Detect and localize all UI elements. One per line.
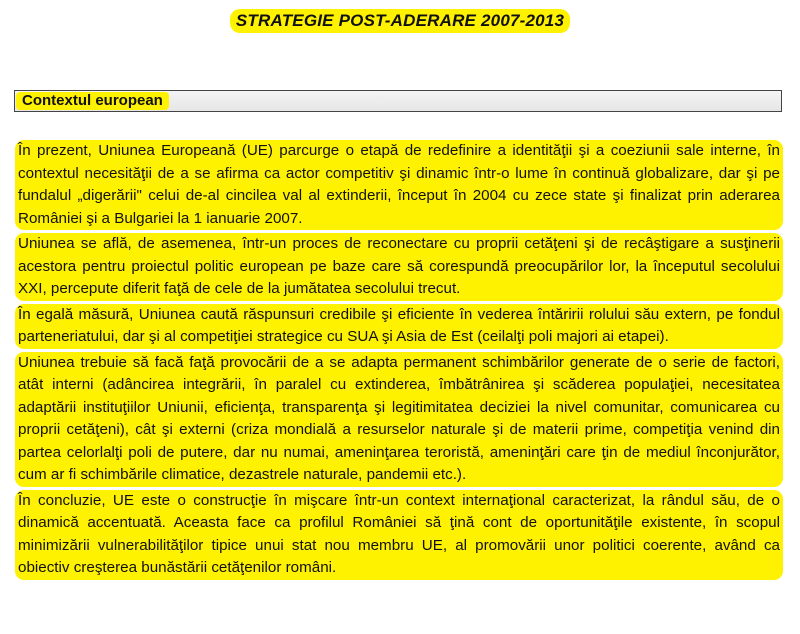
paragraph-5: În concluzie, UE este o construcţie în mişcare într-un context internaţional caracterizat, la rândul său, de o dinamică accentuată. Aceasta face ca profilul României să ţină cont de oportunităţile existente, în scopul minimizării vulnerabilităţilor tipice unui stat nou membru UE, al promovării unor politici coerente, având ca obiectiv creşterea bunăstării cetăţenilor români. — [15, 490, 783, 580]
section-heading-bar — [14, 90, 782, 112]
paragraph-4: Uniunea trebuie să facă faţă provocării de a se adapta permanent schimbărilor generate de o serie de factori, atât interni (adâncirea integrării, în paralel cu extinderea, îmbătrânirea şi scăderea populaţiei, necesitatea adaptării instituţiilor Uniunii, eficienţa, transparenţa şi legitimitatea deciziei la nivel comunitar, comunicarea cu proprii cetăţeni), cât şi externi (criza mondială a resurselor naturale şi de materii prime, competiţia venind din partea celorlalţi poli de putere, dar nu numai, ameninţarea teroristă, ameninţări care ţin de mediul înconjurător, cum ar fi schimbările climatice, dezastrele naturale, pandemii etc.). — [15, 352, 783, 487]
body-text — [15, 140, 783, 583]
paragraph-2: Uniunea se află, de asemenea, într-un proces de reconectare cu proprii cetăţeni şi de recâştigare a susţinerii acestora pentru proiectul politic european pe baze care să corespundă preocupărilor lor, la începutul secolului XXI, percepute diferit faţă de cele de la jumătatea secolului trecut. — [15, 233, 783, 301]
paragraph-3: În egală măsură, Uniunea caută răspunsuri credibile şi eficiente în vederea întăririi rolului său extern, pe fondul parteneriatului, dar şi al competiţiei strategice cu SUA şi Asia de Est (ceilalţi poli majori ai etapei). — [15, 304, 783, 349]
section-heading: Contextul european — [16, 92, 169, 110]
document-title: STRATEGIE POST-ADERARE 2007-2013 — [230, 9, 570, 33]
title-container — [0, 9, 800, 33]
paragraph-1: În prezent, Uniunea Europeană (UE) parcurge o etapă de redefinire a identităţii şi a coeziunii sale interne, în contextul necesităţii de a se afirma ca actor competitiv şi dinamic într-o lume în continuă globalizare, dar şi pe fundalul „digerării" celui de-al cincilea val al extinderii, început în 2004 cu zece state şi finalizat prin aderarea României şi a Bulgariei la 1 ianuarie 2007. — [15, 140, 783, 230]
